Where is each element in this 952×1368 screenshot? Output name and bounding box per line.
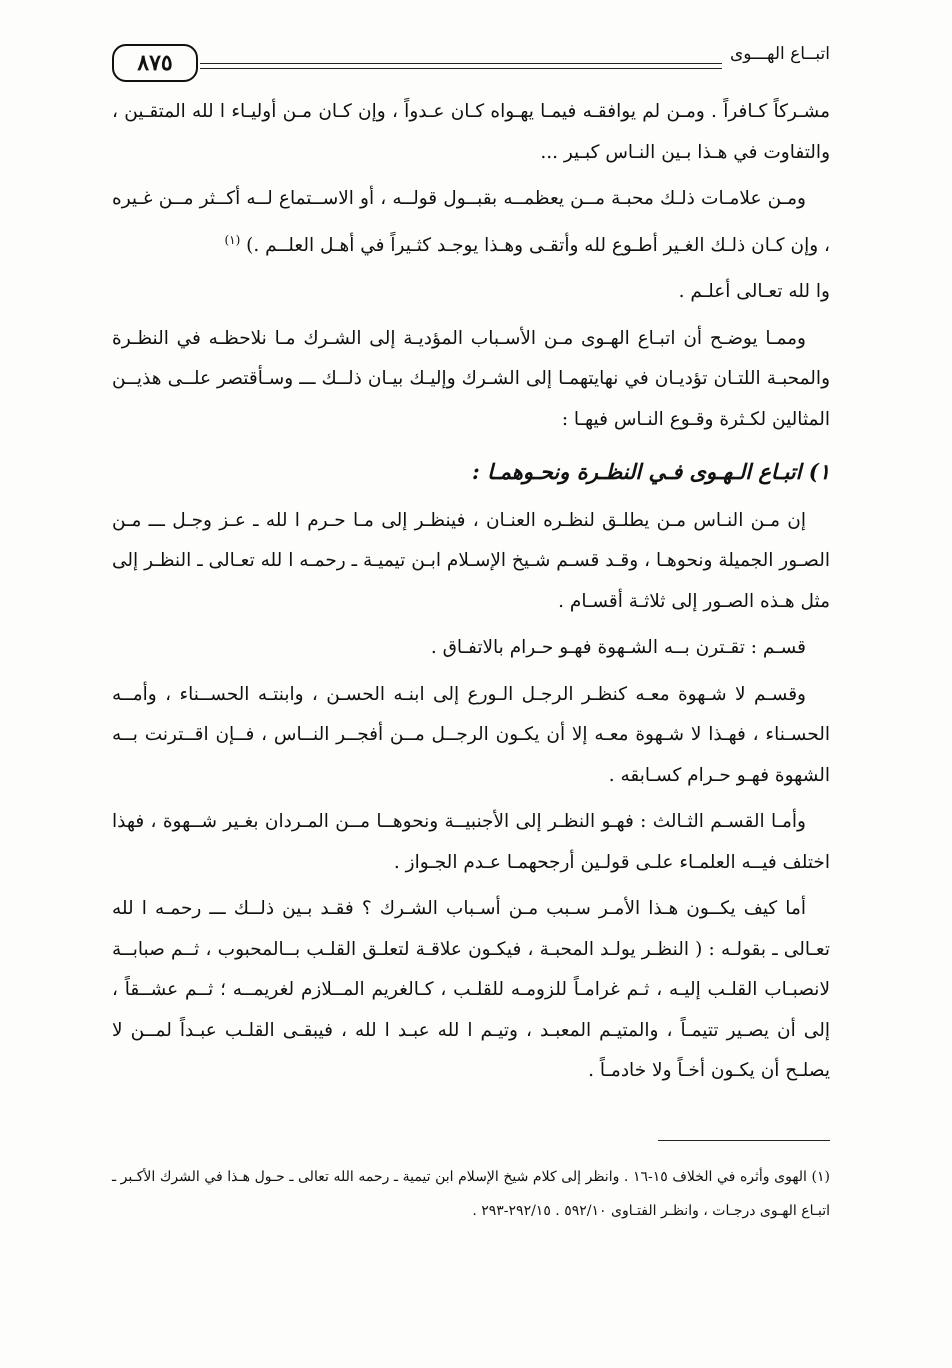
paragraph: مشـركاً كـافراً . ومـن لم يوافقـه فيمـا يهـواه كـان عـدواً ، وإن كـان مـن أوليـاء ا لله المتقـين ، والتفاوت في هـذا بـين النـاس كبـير ... xyxy=(112,101,830,163)
footnote-separator xyxy=(658,1140,830,1141)
paragraph: وقسـم لا شـهوة معـه كنظـر الرجـل الـورع إلى ابنـه الحسـن ، وابنتـه الحســناء ، وأمــه الحسـناء ، فهـذا لا شـهوة معـه إلا أن يكـون الرجــل مــن أفجــر النــاس ، فــإن اقــترنت بــه الشهوة فهـو حـرام كسـابقه . xyxy=(112,683,830,786)
header-rule-secondary xyxy=(200,68,722,69)
paragraph: إن مـن النـاس مـن يطلـق لنظـره العنـان ، فينظـر إلى مـا حـرم ا لله ـ عـز وجـل ـــ مـن الصـور الجميلة ونحوهـا ، وقـد قسـم شـيخ الإسـلام ابـن تيميـة ـ رحمـه ا لله تعـالى ـ النظـر إلى مثل هـذه الصـور إلى ثلاثـة أقسـام . xyxy=(112,509,830,612)
running-title: اتبــاع الهـــوى xyxy=(729,44,830,64)
paragraph: قسـم : تقـترن بــه الشـهوة فهـو حـرام بالاتفـاق . xyxy=(430,637,806,659)
paragraph: وممـا يوضـح أن اتبـاع الهـوى مـن الأسـباب المؤديـة إلى الشـرك مـا نلاحظـه في النظـرة والمحبـة اللتـان تؤديـان في نهايتهمـا إلى الشـرك وإليـك بيـان ذلــك ـــ وسـأقتصر علــى هذيــن المثالين لكـثرة وقـوع النـاس فيهـا : xyxy=(112,327,830,430)
footnote-reference: (١) xyxy=(224,232,241,247)
page-number: ٨٧٥ xyxy=(112,44,198,82)
paragraph: أما كيف يكــون هـذا الأمـر سـبب مـن أسـباب الشـرك ؟ فقـد بـين ذلــك ـــ رحمـه ا لله تعـالى ـ بقولـه : ( النظـر يولـد المحبـة ، فيكـون علاقـة لتعلـق القلـب بــالمحبوب ، ثــم صبابــة لانصبـاب القلـب إليـه ، ثـم غرامـاً للزومـه للقلـب ، كـالغريم المــلازم لغريمــه ؛ ثــم عشــقاً ، إلى أن يصـير تتيمـاً ، والمتيـم المعبـد ، وتيـم ا لله عبـد ا لله ، فيبقـى القلـب عبـداً لمــن لا يصلـح أن يكـون أخـاً ولا خادمـاً . xyxy=(112,898,830,1082)
paragraph: وأمـا القسـم الثـالث : فهـو النظـر إلى الأجنبيــة ونحوهــا مــن المـردان بغـير شــهوة ، فهذا اختلف فيــه العلمـاء علـى قولـين أرجحهمـا عـدم الجـواز . xyxy=(112,811,830,873)
footnote-text: (١) الهوى وأثره في الخلاف ١٥-١٦ . وانظر إلى كلام شيخ الإسلام ابن تيمية ـ رحمه الله تعالى ـ حـول هـذا في الشرك الأكـبر ـ اتبـاع الهـوى درجـات ، وانظـر الفتـاوى ٥٩٢/١٠ . ٢٩٢/١٥-٢٩٣ . xyxy=(112,1169,830,1219)
page-header xyxy=(112,44,830,88)
paragraph-text: ومـن علامـات ذلـك محبـة مــن يعظمــه بقبــول قولــه ، أو الاســتماع لــه أكــثر مــن غـيره ، وإن كـان ذلـك الغـير أطـوع لله وأتقـى وهـذا يوجـد كثـيراً في أهـل العلــم .) xyxy=(112,188,830,256)
paragraph: وا لله تعـالى أعلـم . xyxy=(678,281,830,303)
section-heading: ١) اتبـاع الـهـوى فـي النظـرة ونحـوهمـا : xyxy=(472,459,830,485)
footnote xyxy=(112,1160,830,1228)
main-text xyxy=(112,92,830,1098)
paragraph-with-footnote xyxy=(112,179,830,266)
header-rule xyxy=(200,63,722,64)
